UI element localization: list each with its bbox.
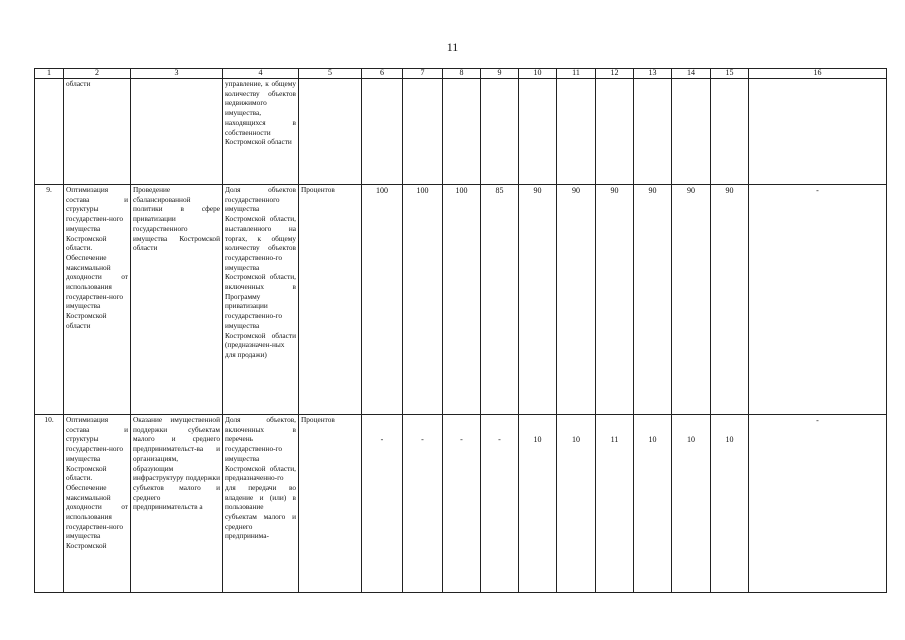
column-header: 12 [596, 69, 634, 79]
goal-cell: Оптимизация состава и структуры государствен-ного имущества Костромской области. Обеспечение максимальной доходности от использования государствен-ного имущества Костромской области [64, 185, 131, 415]
value-cell: 11 [596, 415, 634, 593]
value-cell: 90 [634, 185, 672, 415]
row-number: 10. [35, 415, 64, 593]
value-cell: 90 [596, 185, 634, 415]
value-cell: - [443, 415, 481, 593]
value-cell: 10 [557, 415, 596, 593]
note-cell: - [749, 415, 887, 593]
value-cell: 90 [557, 185, 596, 415]
table-row [35, 185, 887, 415]
value-cell: - [362, 415, 403, 593]
note-cell [749, 79, 887, 185]
value-cell: 90 [672, 185, 711, 415]
table-row [35, 79, 887, 185]
column-header: 11 [557, 69, 596, 79]
value-cell: 10 [711, 415, 749, 593]
value-cell [362, 79, 403, 185]
column-header: 9 [481, 69, 519, 79]
value-cell: 100 [403, 185, 443, 415]
column-header: 3 [131, 69, 223, 79]
page-number: 11 [446, 40, 459, 54]
value-cell [672, 79, 711, 185]
task-cell [131, 79, 223, 185]
row-number [35, 79, 64, 185]
value-cell [403, 79, 443, 185]
row-number: 9. [35, 185, 64, 415]
column-header: 5 [299, 69, 362, 79]
column-header: 13 [634, 69, 672, 79]
unit-cell: Процентов [299, 415, 362, 593]
indicators-table [34, 68, 887, 593]
header-row [35, 69, 887, 79]
value-cell: 100 [362, 185, 403, 415]
value-cell [634, 79, 672, 185]
task-cell: Проведение сбалансированной политики в сфере приватизации государственного имущества Костромской области [131, 185, 223, 415]
column-header: 15 [711, 69, 749, 79]
value-cell: 10 [634, 415, 672, 593]
unit-cell: Процентов [299, 185, 362, 415]
column-header: 10 [519, 69, 557, 79]
value-cell: 10 [519, 415, 557, 593]
value-cell [481, 79, 519, 185]
value-cell [596, 79, 634, 185]
indicator-cell: управление, к общему количеству объектов недвижимого имущества, находящихся в собственности Костромской области [223, 79, 299, 185]
value-cell: 85 [481, 185, 519, 415]
goal-cell: Оптимизация состава и структуры государствен-ного имущества Костромской области. Обеспечение максимальной доходности от использования государствен-ного имущества Костромской [64, 415, 131, 593]
column-header: 6 [362, 69, 403, 79]
column-header: 4 [223, 69, 299, 79]
table-row [35, 415, 887, 593]
column-header: 2 [64, 69, 131, 79]
task-cell: Оказание имущественной поддержки субъектам малого и среднего предпринимательст-ва и организациям, образующим инфраструктуру поддержки субъектов малого и среднего предпринимательств а [131, 415, 223, 593]
column-header: 16 [749, 69, 887, 79]
column-header: 7 [403, 69, 443, 79]
value-cell: 10 [672, 415, 711, 593]
column-header: 1 [35, 69, 64, 79]
value-cell [519, 79, 557, 185]
indicator-cell: Доля объектов, включенных в перечень государственно-го имущества Костромской области, предназначенно-го для передачи во владение и (или) в пользование субъектам малого и среднего предпринима- [223, 415, 299, 593]
unit-cell [299, 79, 362, 185]
value-cell: 90 [519, 185, 557, 415]
column-header: 8 [443, 69, 481, 79]
value-cell [711, 79, 749, 185]
indicator-cell: Доля объектов государственного имущества Костромской области, выставленного на торгах, к общему количеству объектов государственно-го имущества Костромской области, включенных в Программу приватизации государственно-го имущества Костромской области (предназначен-ных для продажи) [223, 185, 299, 415]
note-cell: - [749, 185, 887, 415]
value-cell [443, 79, 481, 185]
value-cell [557, 79, 596, 185]
goal-cell: области [64, 79, 131, 185]
value-cell: 100 [443, 185, 481, 415]
value-cell: 90 [711, 185, 749, 415]
value-cell: - [403, 415, 443, 593]
column-header: 14 [672, 69, 711, 79]
value-cell: - [481, 415, 519, 593]
